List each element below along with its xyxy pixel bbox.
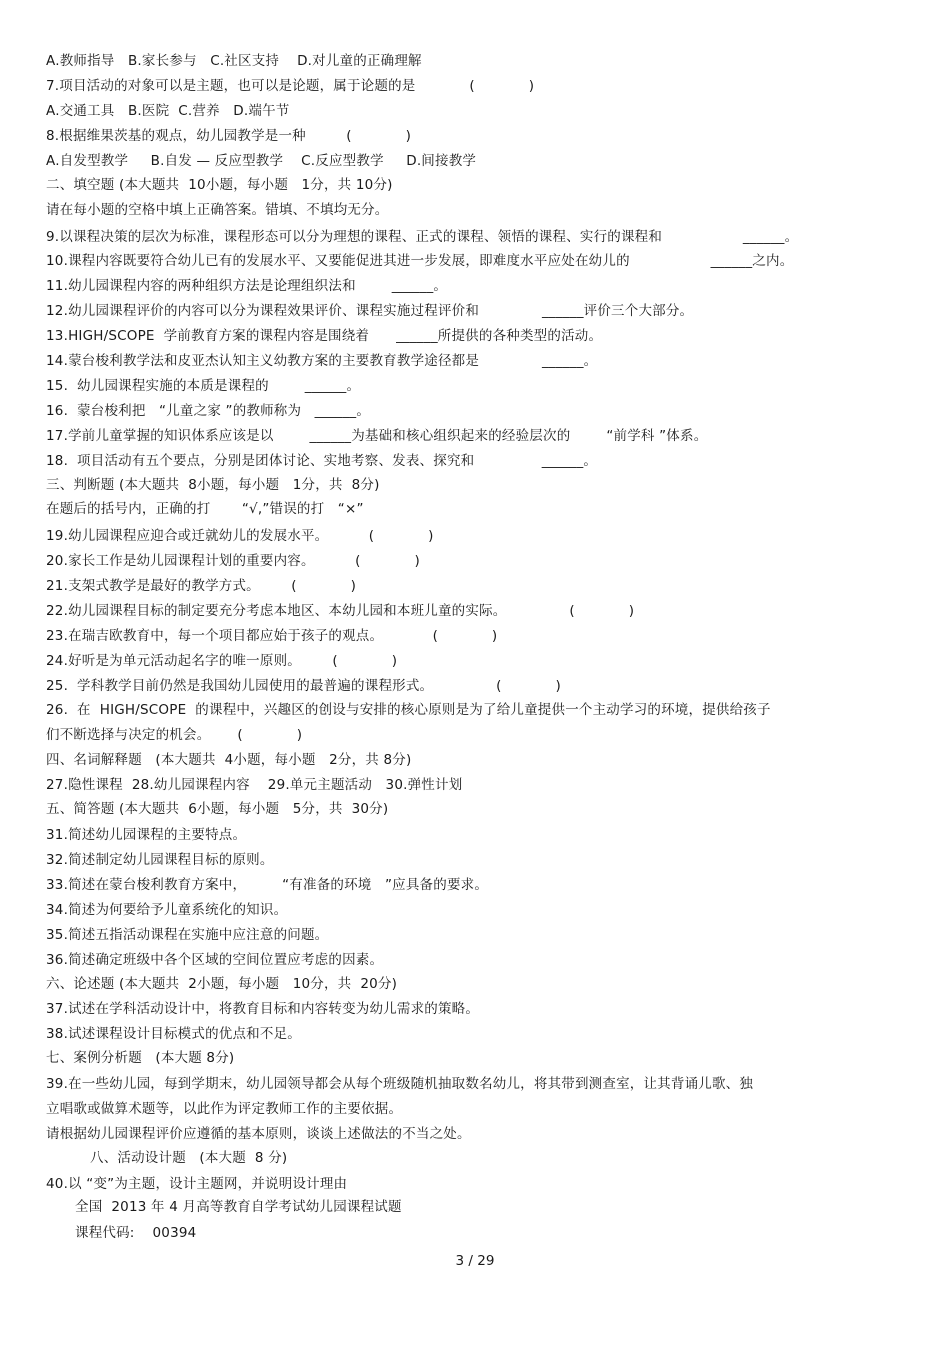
question-32: 32.简述制定幼儿园课程目标的原则。 — [46, 852, 274, 868]
question-8: 8.根据维果茨基的观点，幼儿园教学是一种 ( ) — [46, 128, 412, 144]
question-15: 15. 幼儿园课程实施的本质是课程的 ______。 — [46, 378, 361, 394]
question-20: 20.家长工作是幼儿园课程计划的重要内容。 ( ) — [46, 553, 420, 569]
section-heading-essay: 六、论述题 (本大题共 2小题，每小题 10分，共 20分) — [46, 976, 398, 992]
section-heading-true-false: 三、判断题 (本大题共 8小题，每小题 1分，共 8分) — [46, 477, 380, 493]
q8-options: A.自发型教学 B.自发 — 反应型教学 C.反应型教学 D.间接教学 — [46, 153, 477, 169]
section-instruction: 在题后的括号内，正确的打 “√,”错误的打 “×” — [46, 501, 364, 517]
question-22: 22.幼儿园课程目标的制定要充分考虑本地区、本幼儿园和本班儿童的实际。 ( ) — [46, 603, 635, 619]
question-26-continued: 们不断选择与决定的机会。 ( ) — [46, 727, 303, 743]
question-21: 21.支架式教学是最好的教学方式。 ( ) — [46, 578, 357, 594]
question-39: 39.在一些幼儿园，每到学期末，幼儿园领导都会从每个班级随机抽取数名幼儿，将其带到测查室，让其背诵儿歌、独 — [46, 1076, 754, 1092]
question-38: 38.试述课程设计目标模式的优点和不足。 — [46, 1026, 301, 1042]
q7-options: A.交通工具 B.医院 C.营养 D.端午节 — [46, 103, 290, 119]
question-25: 25. 学科教学目前仍然是我国幼儿园使用的最普遍的课程形式。 ( ) — [46, 678, 561, 694]
question-40: 40.以 “变”为主题，设计主题网，并说明设计理由 — [46, 1176, 348, 1192]
question-26: 26. 在 HIGH/SCOPE 的课程中，兴趣区的创设与安排的核心原则是为了给儿童提供一个主动学习的环境，提供给孩子 — [46, 702, 771, 718]
question-35: 35.简述五指活动课程在实施中应注意的问题。 — [46, 927, 329, 943]
page-number: 3 / 29 — [455, 1253, 495, 1269]
question-23: 23.在瑞吉欧教育中，每一个项目都应始于孩子的观点。 ( ) — [46, 628, 498, 644]
question-9: 9.以课程决策的层次为标准，课程形态可以分为理想的课程、正式的课程、领悟的课程、实行的课程和 ______。 — [46, 229, 799, 245]
question-39-prompt: 请根据幼儿园课程评价应遵循的基本原则，谈谈上述做法的不当之处。 — [46, 1126, 471, 1142]
question-12: 12.幼儿园课程评价的内容可以分为课程效果评价、课程实施过程评价和 ______评价三个大部分。 — [46, 303, 694, 319]
question-39-continued: 立唱歌或做算术题等，以此作为评定教师工作的主要依据。 — [46, 1101, 403, 1117]
section-heading-activity-design: 八、活动设计题 (本大题 8 分) — [90, 1150, 288, 1166]
q6-options: A.教师指导 B.家长参与 C.社区支持 D.对儿童的正确理解 — [46, 53, 422, 69]
question-13: 13.HIGH/SCOPE 学前教育方案的课程内容是围绕着 ______所提供的各种类型的活动。 — [46, 328, 603, 344]
question-17: 17.学前儿童掌握的知识体系应该是以 ______为基础和核心组织起来的经验层次的 “前学科 ”体系。 — [46, 428, 708, 444]
question-31: 31.简述幼儿园课程的主要特点。 — [46, 827, 247, 843]
question-16: 16. 蒙台梭利把 “儿童之家 ”的教师称为 ______。 — [46, 403, 371, 419]
question-24: 24.好听是为单元活动起名字的唯一原则。 ( ) — [46, 653, 398, 669]
section-heading-terms: 四、名词解释题 (本大题共 4小题，每小题 2分，共 8分) — [46, 752, 412, 768]
question-37: 37.试述在学科活动设计中，将教育目标和内容转变为幼儿需求的策略。 — [46, 1001, 480, 1017]
section-heading-case: 七、案例分析题 (本大题 8分) — [46, 1050, 235, 1066]
question-18: 18. 项目活动有五个要点，分别是团体讨论、实地考察、发表、探究和 ______。 — [46, 453, 598, 469]
question-19: 19.幼儿园课程应迎合或迁就幼儿的发展水平。 ( ) — [46, 528, 434, 544]
questions-27-30: 27.隐性课程 28.幼儿园课程内容 29.单元主题活动 30.弹性计划 — [46, 777, 463, 793]
question-10: 10.课程内容既要符合幼儿已有的发展水平、又要能促进其进一步发展，即难度水平应处在幼儿的 ______之内。 — [46, 253, 794, 269]
question-11: 11.幼儿园课程内容的两种组织方法是论理组织法和 ______。 — [46, 278, 448, 294]
section-heading-fill-blank: 二、填空题 (本大题共 10小题，每小题 1分，共 10分) — [46, 177, 393, 193]
section-heading-short-answer: 五、简答题 (本大题共 6小题，每小题 5分，共 30分) — [46, 801, 389, 817]
course-code: 课程代码: 00394 — [75, 1225, 197, 1241]
exam-title: 全国 2013 年 4 月高等教育自学考试幼儿园课程试题 — [75, 1199, 402, 1215]
question-14: 14.蒙台梭利教学法和皮亚杰认知主义幼教方案的主要教育教学途径都是 ______。 — [46, 353, 598, 369]
question-36: 36.简述确定班级中各个区域的空间位置应考虑的因素。 — [46, 952, 384, 968]
question-33: 33.简述在蒙台梭利教育方案中， “有准备的环境 ”应具备的要求。 — [46, 877, 489, 893]
question-7: 7.项目活动的对象可以是主题，也可以是论题，属于论题的是 ( ) — [46, 78, 535, 94]
question-34: 34.简述为何要给予儿童系统化的知识。 — [46, 902, 288, 918]
section-instruction: 请在每小题的空格中填上正确答案。错填、不填均无分。 — [46, 202, 389, 218]
